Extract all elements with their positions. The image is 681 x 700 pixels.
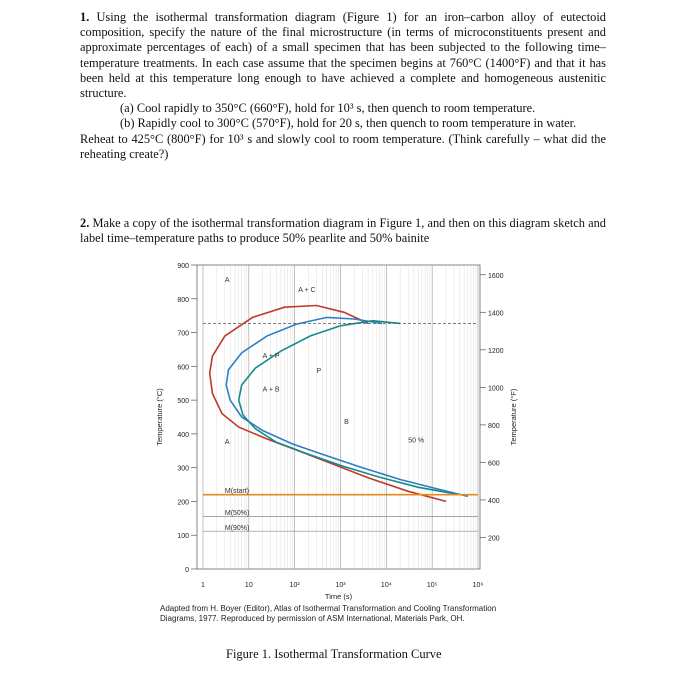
question-1-text: [80, 10, 606, 101]
y-tick-label: 800: [177, 296, 189, 304]
x-axis-title: Time (s): [324, 592, 353, 601]
isothermal-transformation-diagram: [150, 258, 530, 604]
question-1-body: Using the isothermal transformation diagram (Figure 1) for an iron–carbon alloy of eutectoid composition, specify the nature of the final microstructure (in terms of microconstituents present and approximate percentages of each) of a small specimen that has been subjected to the following time–temperature treatments. In each case assume that the specimen begins at 760°C (1400°F) and that it has been held at this temperature long enough to have achieved a complete and homogeneous austenitic structure.: [80, 10, 606, 101]
annotation-label: A: [224, 276, 230, 284]
annotation-label: 50 %: [408, 437, 425, 445]
y-tick-label: 900: [177, 263, 189, 270]
annotation-label: M(90%): [224, 525, 250, 533]
x-tick-label: 10: [244, 582, 253, 589]
annotation-label: B: [344, 418, 349, 426]
y2-tick-label: 400: [488, 497, 500, 505]
y2-tick-label: 1000: [488, 385, 504, 393]
y-tick-label: 700: [177, 330, 189, 338]
chart-labels: [155, 263, 518, 601]
y2-tick-label: 1400: [488, 310, 504, 318]
figure-caption: Figure 1. Isothermal Transformation Curve: [226, 647, 442, 661]
x-tick-label: 10⁴: [380, 582, 392, 589]
y2-axis-title: Temperature (°F): [509, 388, 518, 446]
annotation-label: A + B: [262, 386, 280, 394]
question-2-text: [80, 216, 606, 246]
annotation-label: M(start): [224, 488, 249, 495]
y2-tick-label: 600: [488, 460, 500, 468]
y2-tick-label: 800: [488, 422, 500, 430]
x-tick-label: 10³: [335, 582, 346, 589]
annotation-label: A: [224, 439, 230, 447]
y-axis-title: Temperature (°C): [155, 388, 164, 446]
series-line-2: [239, 321, 460, 495]
part-a: (a) Cool rapidly to 350°C (660°F), hold for 10³ s, then quench to room temperature.: [120, 101, 536, 116]
y-tick-label: 100: [177, 533, 189, 541]
y-tick-label: 500: [177, 398, 189, 406]
y-tick-label: 600: [177, 364, 189, 372]
question-number: 1.: [80, 10, 90, 24]
question-1: [80, 10, 606, 162]
series-line-0: [210, 306, 446, 502]
question-number: 2.: [80, 216, 90, 230]
x-tick-label: 10⁵: [426, 582, 438, 589]
x-tick-label: 10²: [289, 582, 300, 589]
y-tick-label: 400: [177, 431, 189, 439]
question-2-body: Make a copy of the isothermal transformation diagram in Figure 1, and then on this diagram sketch and label time–temperature paths to produce 50% pearlite and 50% bainite: [80, 216, 606, 246]
y2-tick-label: 200: [488, 535, 500, 543]
annotation-label: P: [316, 368, 322, 376]
part-b-continued: Reheat to 425°C (800°F) for 10³ s and slowly cool to room temperature. (Think carefully – what did the reheating create?): [80, 131, 606, 161]
y2-tick-label: 1200: [488, 347, 504, 355]
question-2: [80, 216, 606, 246]
annotation-label: A + C: [298, 287, 316, 295]
y-tick-label: 0: [185, 567, 189, 574]
annotation-label: M(50%): [224, 509, 250, 517]
y-tick-label: 300: [177, 465, 189, 473]
figure-credit: Adapted from H. Boyer (Editor), Atlas of Isothermal Transformation and Cooling Transformation Diagrams, 1977. Reproduced by permission of ASM International, Materials Park, OH.: [160, 604, 497, 623]
annotation-label: A + P: [262, 352, 280, 360]
x-tick-label: 10⁶: [472, 582, 484, 589]
y-tick-label: 200: [177, 499, 189, 507]
x-tick-label: 1: [201, 582, 205, 589]
y2-tick-label: 1600: [488, 272, 504, 280]
part-b: (b) Rapidly cool to 300°C (570°F), hold for 20 s, then quench to room temperature in water.: [120, 116, 577, 131]
